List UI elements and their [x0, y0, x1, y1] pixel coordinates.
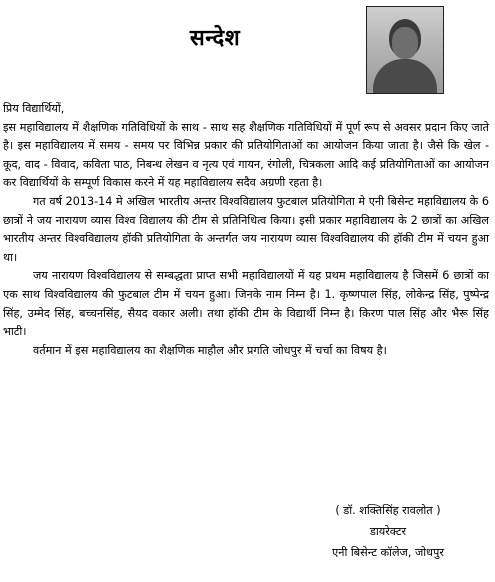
page-title: सन्देश — [189, 26, 241, 51]
photo-body-shape — [373, 59, 437, 94]
paragraph-4: वर्तमान में इस महाविद्यालय का शैक्षणिक माहौल और प्रगति जोधपुर में चर्चा का विषय है। — [33, 343, 387, 357]
director-photo — [366, 6, 444, 94]
paragraph-3: जय नारायण विश्वविद्यालय से सम्बद्धता प्राप्त सभी महाविद्यालयों में यह प्रथम महाविद्यालय है जिसमें 6 छात्रों का एक साथ विश्वविद्यालय की फुटबाल टीम में चयन हुआ। जिनके नाम निम्न है। 1. कृष्णपाल सिंह, लोकेन्द्र सिंह, पुष्पेन्द्र सिंह, उम्मेद सिंह, बच्चनसिंह, सैयद वकार अली। तथा हॉकी टीम के विद्यार्थी निम्न है। किरण पाल सिंह और भैरू सिंह भाटी। — [3, 269, 489, 339]
photo-face-shape — [392, 27, 418, 59]
message-body — [3, 100, 489, 360]
salutation: प्रिय विद्यार्थियों, — [3, 102, 65, 115]
signatory-designation: डायरेक्टर — [369, 525, 407, 538]
paragraph-1: इस महाविद्यालय में शैक्षणिक गतिविधियों के साथ - साथ सह शैक्षणिक गतिविधियों में पूर्ण रूप से अवसर प्रदान किए जाते है। इस महाविद्यालय में समय - समय पर विभिन्न प्रकार की प्रतियोगिताओं का आयोजन किया जाता है। जैसे कि खेल - कूद, वाद - विवाद, कविता पाठ, निबन्ध लेखन व नृत्य एवं गायन, रंगोली, चित्रकला आदि कई प्रतियोगिताओं का आयोजन कर विद्यार्थियों के सम्पूर्ण विकास करने में यह महाविद्यालय सदैव अग्रणी रहता है। — [3, 120, 489, 190]
paragraph-2: गत वर्ष 2013-14 मे अखिल भारतीय अन्तर विश्वविद्यालय फुटबाल प्रतियोगिता मे एनी बिसेन्ट महाविद्यालय के 6 छात्रों ने जय नारायण व्यास विश्व विद्यालय की टीम से प्रतिनिधित्व किया। इसी प्रकार महाविद्यालय के 2 छात्रों का अखिल भारतीय अन्तर विश्वविद्यालय हॉकी प्रतियोगिता के अन्तर्गत जय नारायण व्यास विश्वविद्यालय की हॉकी टीम में चयन हुआ था। — [3, 194, 489, 264]
signatory-institution: एनी बिसेन्ट कॉलेज, जोधपुर — [332, 546, 444, 559]
signature-block — [303, 500, 473, 563]
signatory-name: ( डॉ. शक्तिसिंह रावलोत ) — [335, 504, 441, 517]
